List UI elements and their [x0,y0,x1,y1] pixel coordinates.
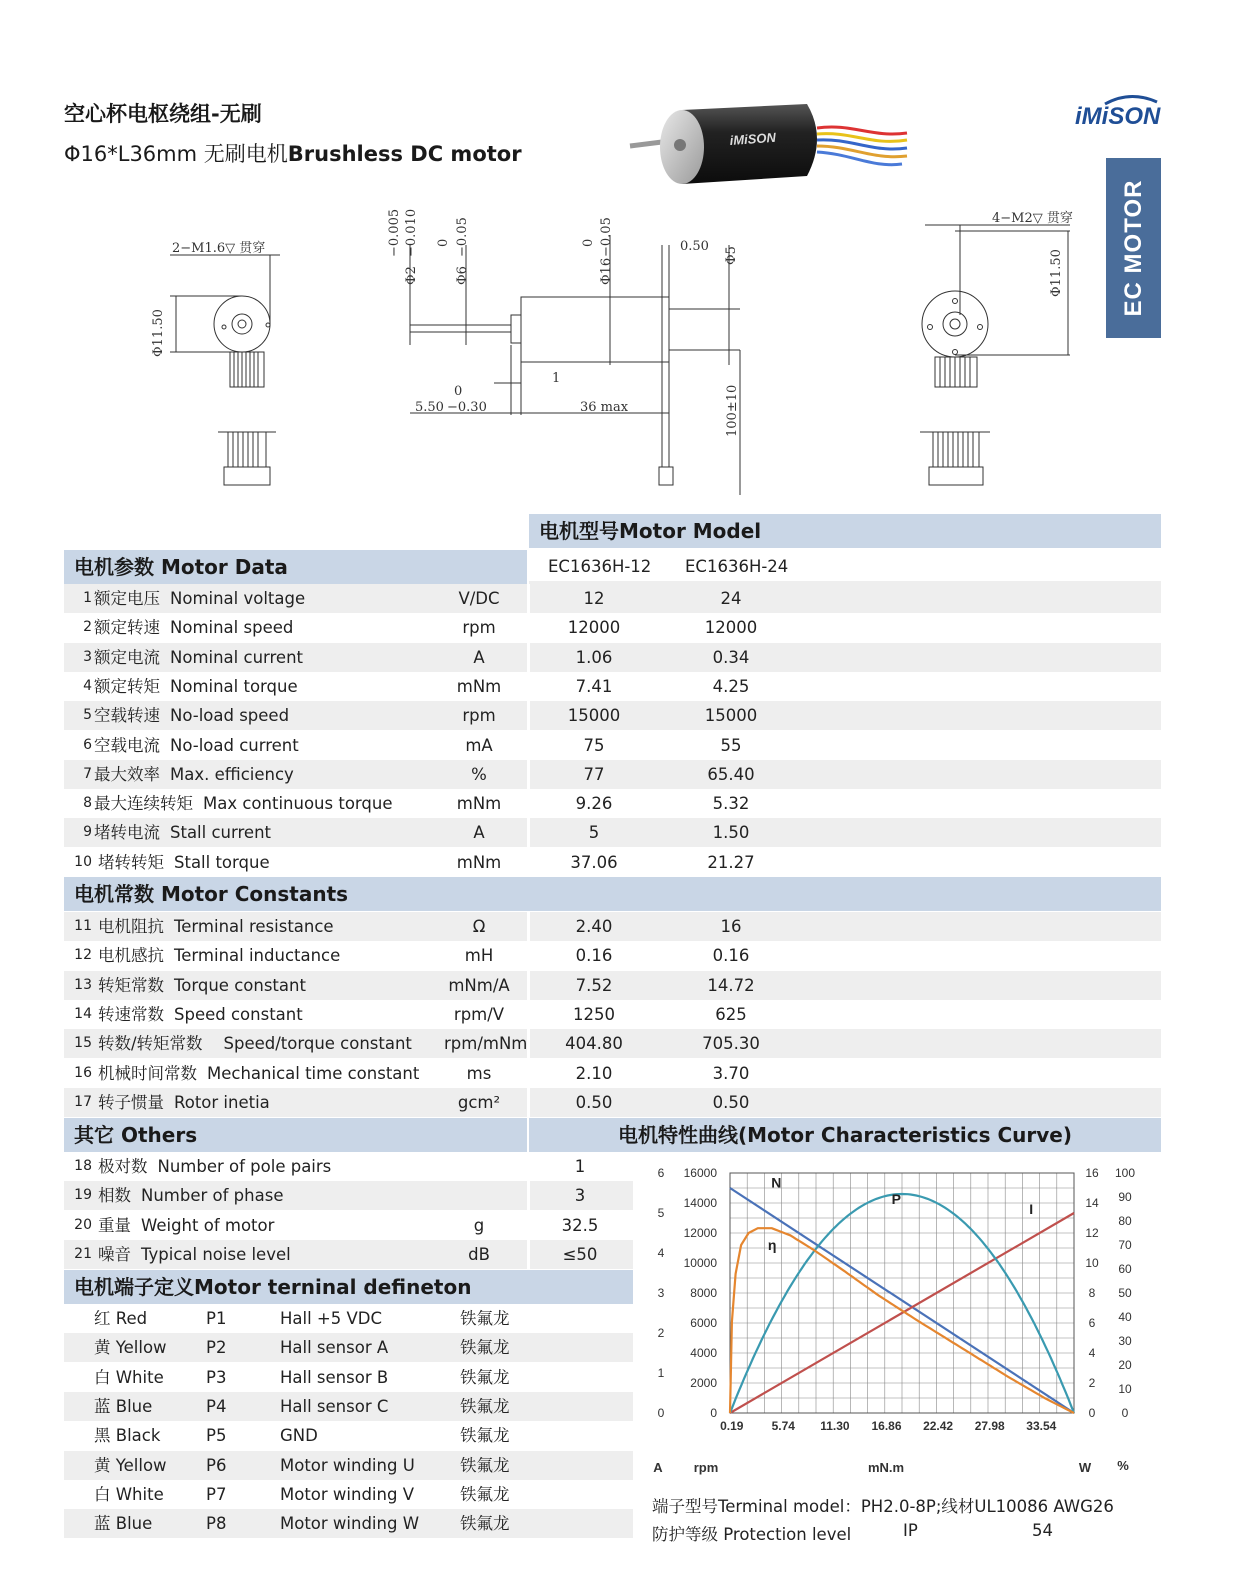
value-model-2: 0.50 [712,1092,750,1112]
axis-tick-A: 4 [657,1246,665,1260]
series-label: η [767,1236,777,1253]
wire-pin: P3 [206,1367,227,1387]
motor-brand-label: iMiSON [729,129,777,148]
param-unit: gcm² [457,1092,501,1112]
page-subtitle [64,138,522,168]
wire-material: 铁氟龙 [460,1426,510,1446]
param-name-cn: 堵转电流 [94,823,160,843]
motor-constants-header: 电机常数 Motor Constants [64,877,1161,911]
axis-tick-pct: 30 [1118,1334,1132,1348]
row-number: 13 [74,976,92,993]
param-name-cn: 转矩常数 [98,975,164,995]
value-model-1: 404.80 [565,1034,623,1054]
param-unit: g [473,1215,485,1235]
wire-pin: P4 [206,1396,227,1416]
wire-pin: P1 [206,1309,227,1328]
param-unit: Ω [472,917,486,936]
dim-left-dia: Φ11.50 [151,309,166,357]
axis-tick-W: 4 [1088,1346,1096,1360]
param-name-en: Terminal resistance [174,917,334,936]
param-name-cn: 最大连续转矩 [94,794,193,814]
param-name-en: Max. efficiency [170,764,294,784]
param-name-en: Speed/torque constant [223,1034,412,1054]
dim-550: 5.50 [415,400,444,415]
value-model-2: 14.72 [707,975,755,995]
table-row [64,731,1161,760]
param-value: 3 [574,1186,586,1206]
param-name-en: Nominal current [170,647,304,667]
wire-color: 蓝 Blue [94,1514,153,1534]
row-number: 11 [74,918,92,934]
param-name-cn: 最大效率 [94,764,160,784]
wire-function: Hall +5 VDC [280,1309,383,1328]
value-model-1: 5 [588,823,600,843]
row-number: 19 [74,1187,92,1204]
param-name-en: Terminal inductance [174,946,341,966]
value-model-2: 12000 [704,618,758,638]
param-unit: V/DC [458,589,500,608]
others-header: 其它 Others [64,1118,527,1152]
value-model-1: 2.40 [575,917,613,936]
dim-100: 100±10 [725,384,740,437]
axis-tick-rpm: 2000 [690,1376,717,1390]
wire-function: Motor winding W [280,1514,420,1534]
characteristics-chart [648,1158,1143,1488]
table-row [64,672,1161,701]
param-name-en: Torque constant [174,975,306,995]
param-unit: mA [465,735,493,755]
wire-pin: P7 [206,1484,227,1504]
x-tick: 16.86 [871,1419,902,1433]
value-model-1: 0.16 [575,946,613,966]
wire-material: 铁氟龙 [460,1309,510,1328]
dim-right-dia: Φ11.50 [1049,249,1064,297]
x-tick: 0.19 [720,1419,744,1433]
param-name-cn: 堵转转矩 [98,852,164,872]
wire-color: 黄 Yellow [94,1338,167,1358]
row-number: 18 [74,1158,92,1174]
value-model-2: 3.70 [712,1063,750,1083]
logo-text: iMiSON [1075,103,1161,130]
value-model-1: 0.50 [575,1092,613,1112]
wire-color: 蓝 Blue [94,1396,153,1416]
model-2: EC1636H-24 [685,557,789,576]
value-model-2: 705.30 [702,1034,760,1054]
wire-pin: P8 [206,1514,227,1534]
param-name-cn: 空载转速 [94,706,160,726]
row-number: 10 [74,853,92,870]
axis-tick-rpm: 6000 [690,1316,717,1330]
curve-header: 电机特性曲线(Motor Characteristics Curve) [529,1118,1161,1152]
param-value: ≤50 [562,1244,598,1264]
brand-logo [1075,92,1170,132]
param-unit: A [473,647,485,667]
wire-function: GND [280,1426,318,1446]
wire-color: 白 White [94,1367,164,1387]
axis-tick-W: 6 [1088,1316,1096,1330]
value-model-2: 16 [720,917,742,936]
param-name-en: No-load current [170,735,299,755]
param-unit: rpm/mNm [444,1034,528,1054]
table-row [64,1240,633,1269]
series-label: N [771,1174,782,1191]
table-row [64,971,1161,1000]
param-unit: mNm/A [448,975,510,995]
value-model-1: 2.10 [575,1063,613,1083]
axis-tick-rpm: 10000 [683,1256,717,1270]
value-model-1: 1.06 [575,647,613,667]
table-row [64,789,1161,818]
row-number: 12 [74,947,92,964]
axis-tick-A: 3 [657,1286,665,1300]
x-tick: 22.42 [923,1419,954,1433]
param-name-cn: 机械时间常数 [98,1063,197,1083]
axis-unit-rpm: rpm [693,1460,719,1475]
wire-function: Hall sensor C [280,1396,389,1416]
param-name-cn: 噪音 [98,1244,131,1264]
table-row [64,1000,1161,1029]
row-number: 2 [83,619,92,636]
param-unit: A [473,823,485,843]
value-model-1: 77 [583,764,605,784]
table-row [64,1029,1161,1058]
param-name-en: Number of phase [141,1186,284,1206]
table-row [64,701,1161,730]
param-value: 32.5 [561,1215,599,1235]
dimension-drawings [140,205,1100,495]
series-label: P [891,1191,902,1208]
param-unit: mNm [456,852,502,872]
value-model-2: 0.34 [712,647,750,667]
table-row [64,818,1161,847]
param-name-cn: 重量 [98,1215,131,1235]
dim-d16-tol: 0 [581,238,596,247]
value-model-2: 15000 [704,706,758,726]
axis-unit-A: A [653,1460,663,1475]
axis-unit-W: W [1078,1460,1092,1475]
param-unit: rpm [462,706,496,726]
value-model-2: 4.25 [712,676,750,696]
row-number: 4 [83,677,92,694]
value-model-2: 0.16 [712,946,750,966]
motor-data-header: 电机参数 Motor Data [64,550,527,584]
param-name-cn: 额定转矩 [94,676,160,696]
dim-d6: Φ6 [455,266,470,285]
row-number: 5 [83,707,92,724]
axis-tick-W: 8 [1088,1286,1096,1300]
param-name-cn: 极对数 [98,1157,148,1176]
dim-d5: Φ5 [724,246,739,265]
axis-tick-pct: 100 [1114,1166,1136,1180]
param-unit: dB [468,1244,490,1264]
dim-d6-tol2: −0.05 [455,217,470,257]
param-name-en: Stall torque [174,852,270,872]
value-model-2: 21.27 [707,852,755,872]
axis-tick-W: 14 [1085,1196,1099,1210]
row-number: 21 [74,1245,92,1262]
row-number: 1 [83,590,92,606]
param-name-en: Weight of motor [141,1215,275,1235]
x-tick: 33.54 [1026,1419,1057,1433]
table-row [64,1088,1161,1117]
wire-material: 铁氟龙 [460,1484,510,1504]
table-row [64,760,1161,789]
param-name-en: Max continuous torque [203,794,393,814]
wire-color: 黄 Yellow [94,1455,167,1475]
value-model-1: 12 [583,589,605,608]
table-row [64,1152,633,1181]
axis-tick-rpm: 4000 [690,1346,717,1360]
axis-tick-pct: 40 [1118,1310,1132,1324]
param-name-en: Number of pole pairs [157,1157,332,1176]
param-name-en: Nominal torque [170,676,298,696]
dim-d2: Φ2 [404,266,419,285]
protection-label: 防护等级 Protection level [652,1525,852,1544]
row-number: 15 [74,1035,92,1052]
param-unit: mNm [456,676,502,696]
dim-d6-tol: 0 [436,238,451,247]
wire-pin: P5 [206,1426,227,1446]
axis-tick-pct: 90 [1118,1190,1132,1204]
value-model-1: 9.26 [575,794,613,814]
param-name-cn: 转子惯量 [98,1092,164,1112]
axis-tick-W: 12 [1085,1226,1099,1240]
axis-tick-A: 5 [657,1206,665,1220]
dim-tol1: −0.005 [387,208,402,257]
param-name-cn: 额定电压 [94,589,160,608]
table-row [64,1509,633,1538]
param-name-cn: 转数/转矩常数 [98,1034,203,1054]
param-unit: ms [466,1063,492,1083]
table-row [64,912,1161,941]
protection-ip: IP [903,1521,918,1540]
row-number: 3 [83,648,92,665]
axis-tick-A: 1 [657,1366,665,1380]
value-model-2: 24 [720,589,742,608]
side-tab [1106,158,1161,338]
dim-050: 0.50 [680,239,709,254]
axis-tick-pct: 20 [1118,1358,1132,1372]
wire-function: Motor winding U [280,1455,415,1475]
row-number: 6 [83,736,92,753]
param-unit: % [471,764,487,784]
x-tick: 11.30 [820,1419,850,1433]
param-name-en: Stall current [170,823,271,843]
value-model-1: 12000 [567,618,621,638]
param-name-en: Mechanical time constant [207,1063,420,1083]
model-1: EC1636H-12 [548,557,652,576]
param-name-cn: 额定转速 [94,618,160,638]
dim-left-hole: 2−M1.6▽ 贯穿 [172,241,266,256]
table-row [64,1480,633,1509]
row-number: 9 [83,824,92,841]
wire-material: 铁氟龙 [460,1455,510,1475]
value-model-2: 55 [720,735,742,755]
row-number: 16 [74,1064,92,1081]
param-name-cn: 电机感抗 [98,946,164,966]
wire-function: Hall sensor A [280,1338,389,1358]
table-row [64,848,1161,877]
axis-tick-rpm: 16000 [683,1166,717,1180]
value-model-1: 37.06 [570,852,618,872]
subtitle-en: Brushless DC motor [287,142,522,166]
series-label: I [1029,1200,1034,1217]
side-tab-label: EC MOTOR [1119,179,1147,317]
param-name-cn: 额定电流 [94,647,160,667]
dim-tol2: −0.010 [404,208,419,257]
dim-right-hole: 4−M2▽ 贯穿 [992,211,1073,226]
subtitle-size: Φ16*L36mm 无刷电机 [64,142,288,166]
axis-tick-rpm: 0 [710,1406,717,1420]
axis-tick-W: 2 [1088,1376,1096,1390]
dim-d16: Φ16 [599,257,614,285]
param-name-cn: 电机阻抗 [98,917,164,936]
param-unit: rpm/V [453,1004,505,1024]
wire-material: 铁氟龙 [460,1514,510,1534]
x-tick: 27.98 [974,1419,1005,1433]
axis-tick-W: 10 [1085,1256,1099,1270]
axis-tick-pct: 0 [1121,1406,1129,1420]
param-value: 1 [574,1157,586,1176]
param-name-cn: 转速常数 [98,1004,164,1024]
value-model-2: 5.32 [712,794,750,814]
protection-value: 54 [1032,1521,1053,1540]
wire-function: Motor winding V [280,1484,414,1504]
axis-tick-pct: 10 [1118,1382,1132,1396]
table-row [64,1181,633,1210]
value-model-2: 625 [715,1004,747,1024]
param-name-en: Rotor inetia [174,1092,270,1112]
param-name-en: Speed constant [174,1004,303,1024]
wire-pin: P6 [206,1455,227,1475]
table-row [64,613,1161,642]
page-title: 空心杯电枢绕组-无刷 [64,102,262,126]
motor-product-image [622,98,912,193]
table-row [64,1392,633,1421]
dim-030: −0.30 [447,400,487,415]
axis-tick-W: 16 [1085,1166,1099,1180]
axis-tick-rpm: 8000 [690,1286,717,1300]
row-number: 17 [74,1093,92,1110]
model-header: 电机型号Motor Model [529,514,1161,548]
param-name-cn: 空载电流 [94,735,160,755]
value-model-2: 65.40 [707,764,755,784]
axis-tick-pct: 80 [1118,1214,1132,1228]
row-number: 20 [74,1216,92,1233]
wire-pin: P2 [206,1338,227,1358]
param-name-en: Nominal voltage [170,589,306,608]
dim-0: 0 [454,384,463,399]
axis-tick-pct: 70 [1118,1238,1132,1252]
table-row [64,584,1161,613]
row-number: 14 [74,1005,92,1022]
x-axis-label: mN.m [867,1460,905,1475]
param-name-cn: 相数 [98,1186,131,1206]
wire-color: 黑 Black [94,1426,161,1446]
value-model-1: 75 [583,735,605,755]
axis-tick-rpm: 14000 [683,1196,717,1210]
table-row [64,1211,633,1240]
dim-36: 36 max [580,400,629,415]
value-model-1: 7.52 [575,975,613,995]
table-row [64,1451,633,1480]
axis-unit-pct: % [1117,1458,1129,1473]
axis-tick-rpm: 12000 [683,1226,717,1240]
terminal-header: 电机端子定义Motor terninal defineton [64,1270,633,1304]
axis-tick-pct: 60 [1118,1262,1132,1276]
wire-color: 红 Red [94,1309,148,1328]
value-model-1: 7.41 [575,676,613,696]
param-name-en: Nominal speed [170,618,294,638]
row-number: 7 [83,765,92,782]
wire-color: 白 White [94,1484,164,1504]
axis-tick-W: 0 [1088,1406,1096,1420]
wire-material: 铁氟龙 [460,1396,510,1416]
table-row [64,643,1161,672]
wire-material: 铁氟龙 [460,1367,510,1387]
row-number: 8 [83,795,92,812]
param-unit: mNm [456,794,502,814]
axis-tick-A: 2 [657,1326,665,1340]
value-model-2: 1.50 [712,823,750,843]
param-name-en: Typical noise level [141,1244,291,1264]
table-row [64,941,1161,970]
terminal-model: 端子型号Terminal model：PH2.0-8P;线材UL10086 AWG26 [652,1497,1114,1516]
param-unit: mH [464,946,494,966]
wire-function: Hall sensor B [280,1367,389,1387]
value-model-1: 15000 [567,706,621,726]
dim-1: 1 [552,371,561,386]
x-tick: 5.74 [771,1419,795,1433]
axis-tick-A: 6 [657,1166,665,1180]
table-row [64,1059,1161,1088]
param-unit: rpm [462,618,496,638]
value-model-1: 1250 [573,1004,615,1024]
table-row [64,1304,633,1333]
param-name-en: No-load speed [170,706,290,726]
axis-tick-A: 0 [657,1406,665,1420]
wire-material: 铁氟龙 [460,1338,510,1358]
axis-tick-pct: 50 [1118,1286,1132,1300]
table-row [64,1363,633,1392]
table-row [64,1421,633,1450]
table-row [64,1333,633,1362]
dim-d16-tol2: −0.05 [599,217,614,257]
